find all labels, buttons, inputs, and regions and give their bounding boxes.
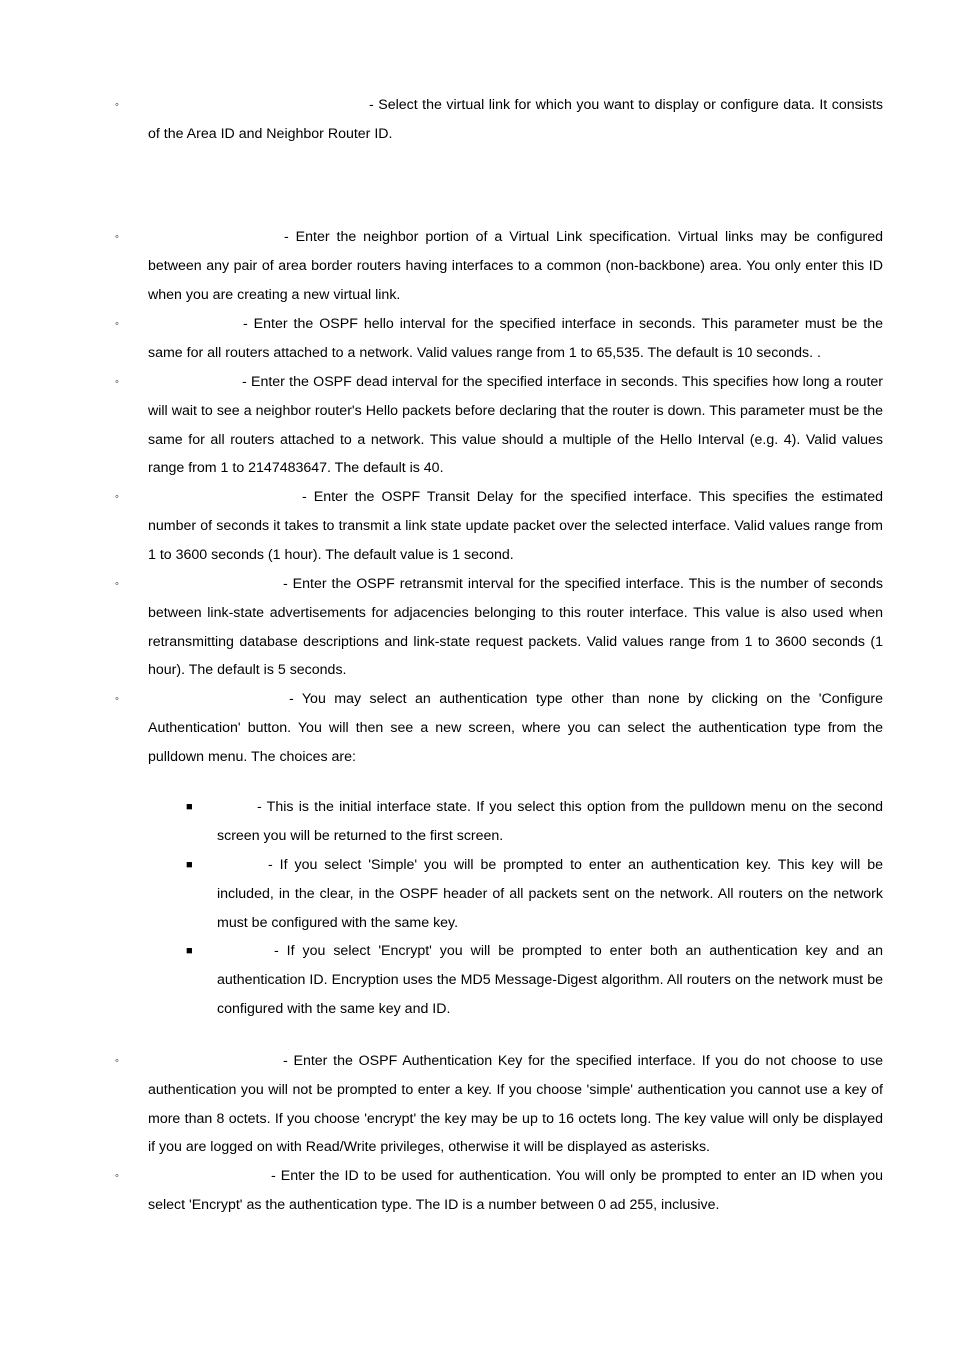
sublist-item-text [217, 851, 883, 937]
list-item-text [148, 685, 883, 771]
list-item-text [148, 310, 883, 368]
description: - If you select 'Simple' you will be prompted to enter an authentication key. This key will be included, in the clear, in the OSPF header of all packets sent on the network. All routers on the network must be configured with the same key. [217, 857, 883, 931]
circle-bullet-icon: ◦ [115, 231, 119, 243]
description: - Enter the OSPF Transit Delay for the specified interface. This specifies the estimated number of seconds it takes to transmit a link state update packet over the selected interface. Valid values range from 1 to 3600 seconds (1 hour). The default value is 1 second. [148, 489, 883, 563]
list-item-text [148, 223, 883, 309]
circle-bullet-icon: ◦ [115, 1055, 119, 1067]
square-bullet-icon: ■ [186, 945, 193, 957]
description: - This is the initial interface state. If you select this option from the pulldown menu on the second screen you will be returned to the first screen. [217, 799, 883, 844]
square-bullet-icon: ■ [186, 801, 193, 813]
description: - Enter the OSPF retransmit interval for the specified interface. This is the number of seconds between link-state advertisements for adjacencies belonging to this router interface. This value is also used when retransmitting database descriptions and link-state request packets. Valid values range from 1 to 3600 seconds (1 hour). The default is 5 seconds. [148, 576, 883, 679]
description: - Enter the OSPF hello interval for the specified interface in seconds. This parameter must be the same for all routers attached to a network. Valid values range from 1 to 65,535. The default is 10 seconds. . [148, 316, 883, 361]
description: - If you select 'Encrypt' you will be prompted to enter both an authentication key and an authentication ID. Encryption uses the MD5 Message-Digest algorithm. All routers on the network must be configured with the same key and ID. [217, 943, 883, 1017]
circle-bullet-icon: ◦ [115, 99, 119, 111]
list-item-text [148, 368, 883, 483]
sublist-item-text [217, 793, 883, 851]
description: - Enter the ID to be used for authentication. You will only be prompted to enter an ID when you select 'Encrypt' as the authentication type. The ID is a number between 0 ad 255, inclusive. [148, 1168, 883, 1213]
circle-bullet-icon: ◦ [115, 1170, 119, 1182]
circle-bullet-icon: ◦ [115, 318, 119, 330]
description: - Enter the OSPF dead interval for the specified interface in seconds. This specifies how long a router will wait to see a neighbor router's Hello packets before declaring that the router is down. This parameter must be the same for all routers attached to a network. This value should a multiple of the Hello Interval (e.g. 4). Valid values range from 1 to 2147483647. The default is 40. [148, 374, 883, 477]
circle-bullet-icon: ◦ [115, 491, 119, 503]
description: - You may select an authentication type other than none by clicking on the 'Configure Authentication' button. You will then see a new screen, where you can select the authentication type from the pulldown menu. The choices are: [148, 691, 883, 765]
list-item-text [148, 1047, 883, 1162]
list-item-text [148, 570, 883, 685]
circle-bullet-icon: ◦ [115, 376, 119, 388]
circle-bullet-icon: ◦ [115, 693, 119, 705]
list-item-text [148, 483, 883, 569]
description: - Select the virtual link for which you want to display or configure data. It consists of the Area ID and Neighbor Router ID. [148, 97, 883, 142]
list-item-text [148, 91, 883, 149]
description: - Enter the neighbor portion of a Virtual Link specification. Virtual links may be configured between any pair of area border routers having interfaces to a common (non-backbone) area. You only enter this ID when you are creating a new virtual link. [148, 229, 883, 303]
circle-bullet-icon: ◦ [115, 578, 119, 590]
description: - Enter the OSPF Authentication Key for the specified interface. If you do not choose to use authentication you will not be prompted to enter a key. If you choose 'simple' authentication you cannot use a key of more than 8 octets. If you choose 'encrypt' the key may be up to 16 octets long. The key value will only be displayed if you are logged on with Read/Write privileges, otherwise it will be displayed as asterisks. [148, 1053, 883, 1156]
list-item-text [148, 1162, 883, 1220]
sublist-item-text [217, 937, 883, 1023]
square-bullet-icon: ■ [186, 859, 193, 871]
